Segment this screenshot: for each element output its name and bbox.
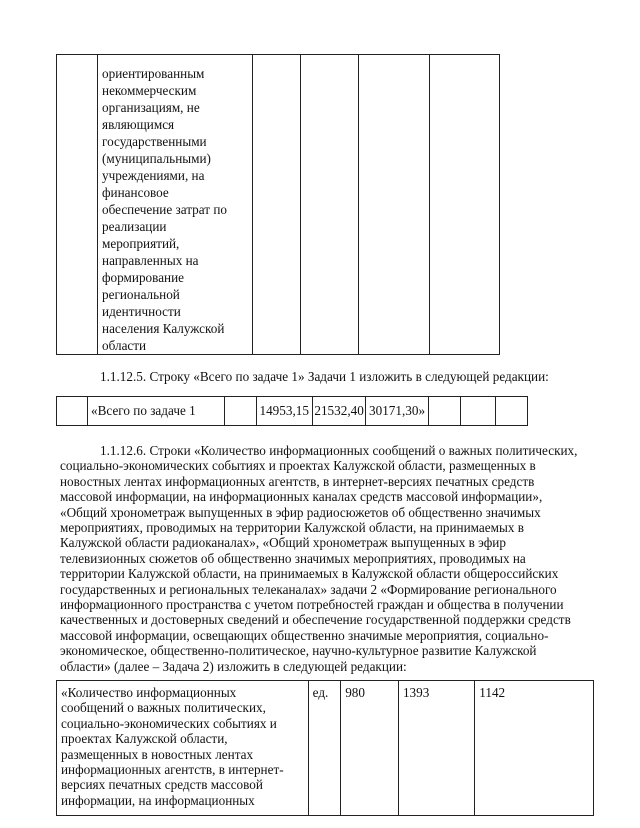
table-row	[57, 397, 528, 426]
paragraph-line: Калужской области радиоканалах», «Общий хронометраж выпущенных в эфир	[60, 535, 506, 551]
information-messages-table	[56, 680, 594, 816]
table-row	[57, 681, 594, 816]
description-line: проектах Калужской области,	[61, 731, 228, 747]
paragraph-1-1-12-6	[60, 443, 596, 674]
paragraph-line: области» (далее – Задача 2) изложить в следующей редакции:	[60, 658, 407, 674]
indicators-table-fragment	[56, 54, 500, 355]
table-cell-label: «Всего по задаче 1	[88, 397, 225, 426]
table-row	[57, 55, 500, 355]
table-cell-empty	[57, 397, 88, 426]
table-cell-value: 21532,40	[312, 397, 366, 426]
description-line: (муниципальными)	[102, 151, 211, 166]
description-line: некоммерческим	[102, 83, 197, 98]
description-line: сообщений о важных политических,	[61, 700, 266, 716]
description-line: области	[102, 338, 147, 353]
paragraph-line: телевизионных сюжетов об общественно значимых мероприятиях, проводимых на	[60, 550, 526, 566]
paragraph-line: экономическое, общественно-политическое, научно-культурное развитие Калужской	[60, 643, 537, 659]
description-line: организациям, не	[102, 100, 200, 115]
total-task1-table	[56, 396, 528, 426]
paragraph-line: территории Калужской области, на принимаемых в Калужской области общероссийских	[60, 566, 559, 582]
paragraph-line: новостных лентах информационных агентств, в интернет-версиях печатных средств	[60, 473, 535, 489]
description-line: «Количество информационных	[61, 685, 237, 700]
description-line: государственными	[102, 134, 207, 149]
paragraph-line: «Общий хронометраж выпущенных в эфир радиосюжетов об общественно значимых	[60, 504, 541, 520]
table-cell-value: 30171,30»	[366, 397, 428, 426]
table-cell-value: 1393	[398, 681, 474, 816]
table-cell-value: 1142	[475, 681, 594, 816]
table-cell-empty	[301, 55, 359, 355]
description-line: ориентированным	[102, 66, 205, 81]
table-cell-empty	[224, 397, 256, 426]
description-line: идентичности	[102, 304, 181, 319]
table-cell-description	[98, 55, 253, 355]
paragraph-line: государственных и региональных телеканалах» задачи 2 «Формирование регионального	[60, 581, 557, 597]
paragraph-line: 1.1.12.6. Строки «Количество информационных сообщений о важных политических,	[100, 443, 578, 458]
description-line: направленных на	[102, 253, 199, 268]
table-cell-unit: ед.	[308, 681, 341, 816]
table-cell-empty	[252, 55, 300, 355]
table-cell-value: 14953,15	[256, 397, 312, 426]
table-cell-empty	[460, 397, 495, 426]
paragraph-line: информационного пространства с учетом потребностей граждан и общества в получении	[60, 597, 564, 613]
description-line: являющимся	[102, 117, 175, 132]
paragraph-line: массовой информации, на информационных каналах средств массовой информации»,	[60, 489, 543, 505]
description-line: информации, на информационных	[61, 792, 255, 808]
description-line: формирование	[102, 270, 185, 285]
table-cell-value: 980	[341, 681, 399, 816]
description-line: размещенных в новостных лентах	[61, 746, 254, 762]
table-cell-empty	[359, 55, 430, 355]
paragraph-line: массовой информации, освещающих общественно значимые мероприятия, социально-	[60, 627, 549, 643]
description-line: версиях печатных средств массовой	[61, 777, 263, 793]
paragraph-line: мероприятиях, проводимых на территории Калужской области, на принимаемых в	[60, 520, 524, 536]
paragraph-line: качественных и достоверных сведений и обеспечение государственной поддержки средств	[60, 612, 571, 628]
table-cell-empty	[495, 397, 527, 426]
table-cell-number	[57, 55, 98, 355]
description-line: региональной	[102, 287, 180, 302]
description-line: населения Калужской	[102, 321, 225, 336]
table-cell-empty	[428, 397, 460, 426]
description-line: реализации	[102, 219, 167, 234]
description-line: обеспечение затрат по	[102, 202, 227, 217]
description-line: мероприятий,	[102, 236, 180, 251]
description-line: информационных агентств, в интернет-	[61, 762, 284, 778]
table-cell-empty	[430, 55, 500, 355]
description-line: финансовое	[102, 185, 169, 200]
description-line: социально-экономических событиях и	[61, 715, 277, 731]
table-cell-description	[57, 681, 309, 816]
paragraph-line: социально-экономических событиях и проектах Калужской области, размещенных в	[60, 458, 536, 474]
description-line: учреждениями, на	[102, 168, 205, 183]
paragraph-1-1-12-5: 1.1.12.5. Строку «Всего по задаче 1» Задачи 1 изложить в следующей редакции:	[100, 369, 549, 384]
